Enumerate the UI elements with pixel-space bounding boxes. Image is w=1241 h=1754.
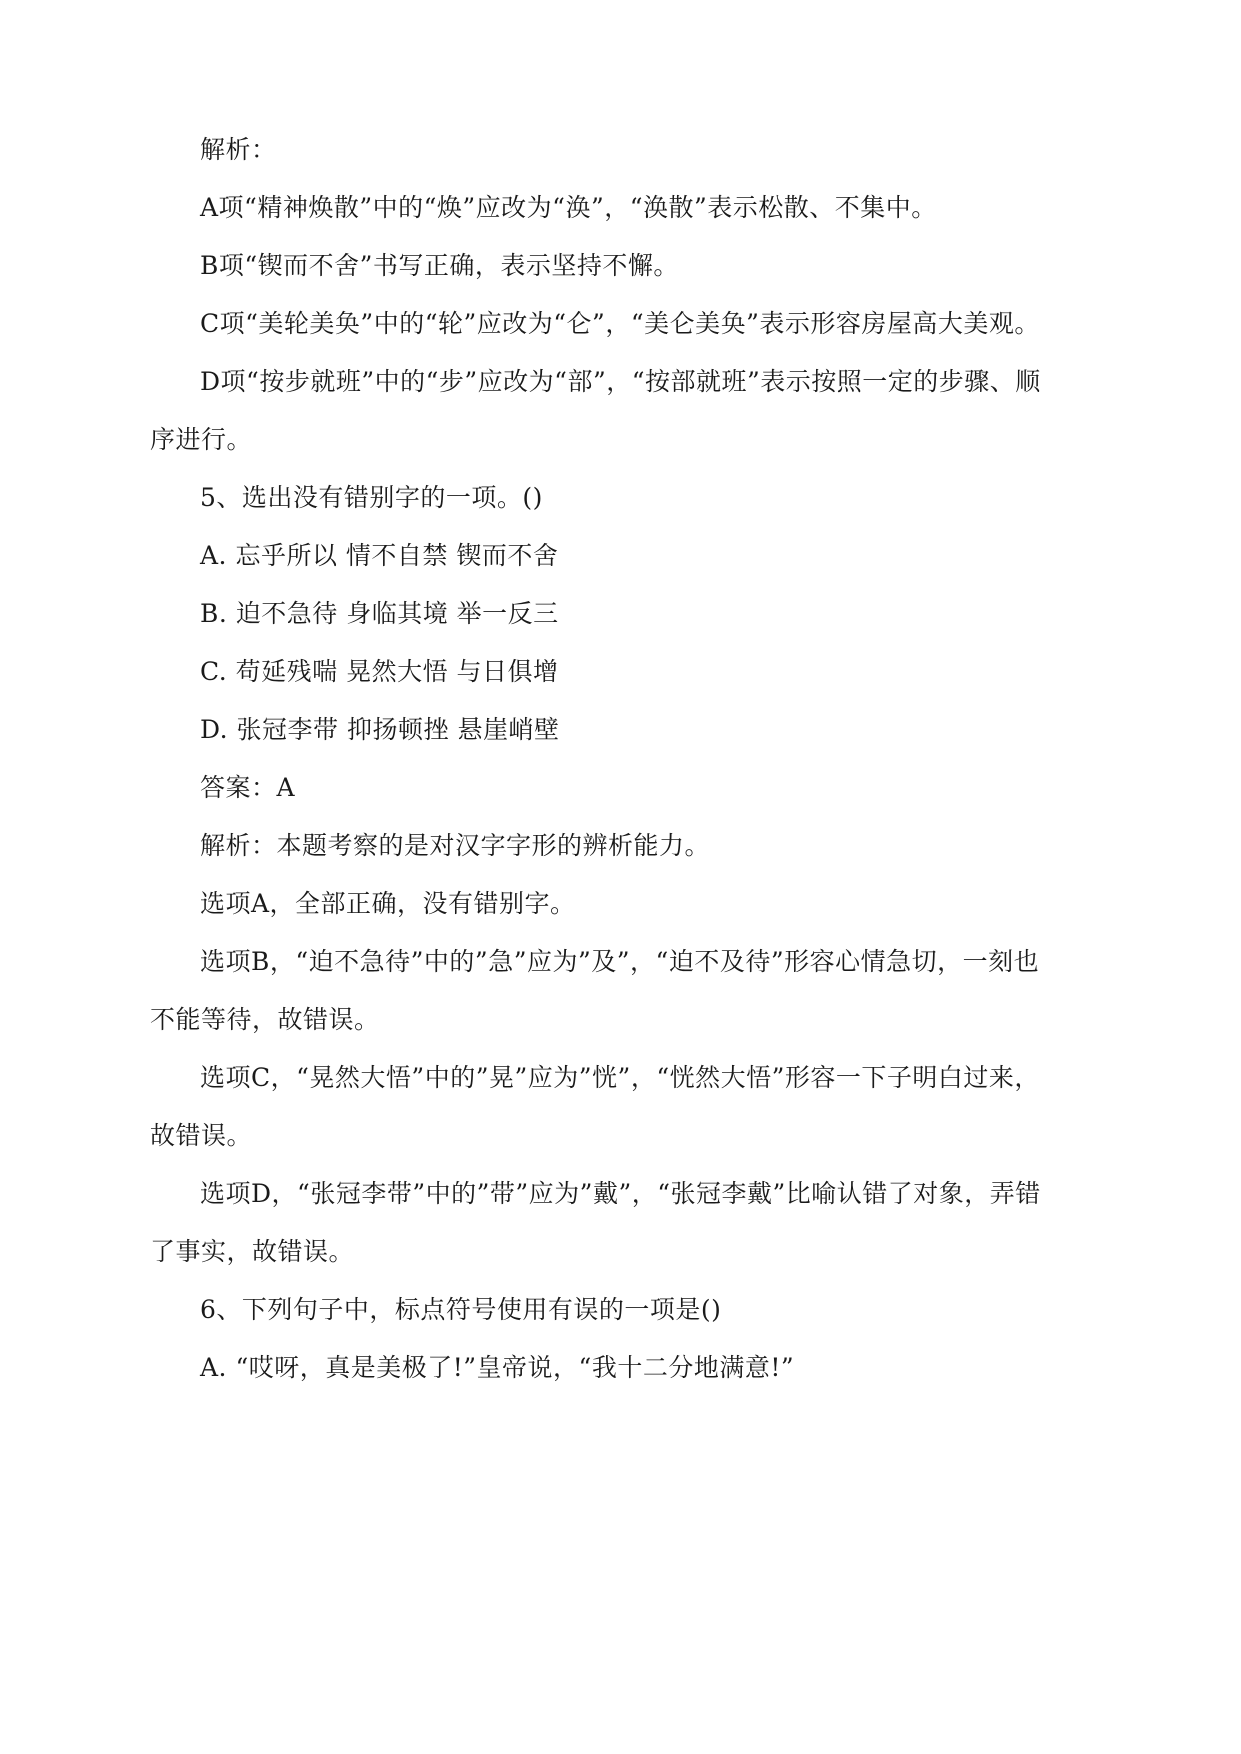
question-5-explain-c: 选项C，“晃然大悟”中的”晃”应为”恍”，“恍然大悟”形容一下子明白过来， (200, 1063, 1040, 1092)
question-5-explain-d: 选项D，“张冠李带”中的”带”应为”戴”，“张冠李戴”比喻认错了对象，弄错 (200, 1179, 1041, 1208)
question-5-explain-b: 选项B，“迫不急待”中的”急”应为”及”，“迫不及待”形容心情急切，一刻也 (200, 947, 1040, 976)
question-6-option-a: A. “哎呀，真是美极了!”皇帝说，“我十二分地满意!” (200, 1353, 795, 1382)
analysis-item-d-continued: 序进行。 (150, 425, 253, 454)
analysis-item-d: D项“按步就班”中的“步”应改为“部”，“按部就班”表示按照一定的步骤、顺 (200, 367, 1041, 396)
analysis-item-b: B项“锲而不舍”书写正确，表示坚持不懈。 (200, 251, 679, 280)
question-5-explain-a: 选项A，全部正确，没有错别字。 (200, 889, 576, 918)
question-6: 6、下列句子中，标点符号使用有误的一项是() (200, 1295, 722, 1324)
analysis-heading: 解析： (200, 135, 277, 164)
question-5-option-c: C. 苟延残喘 晃然大悟 与日俱增 (200, 657, 559, 686)
question-5-analysis: 解析：本题考察的是对汉字字形的辨析能力。 (200, 831, 711, 860)
question-5-option-d: D. 张冠李带 抑扬顿挫 悬崖峭壁 (200, 715, 560, 744)
question-5-explain-c-continued: 故错误。 (150, 1121, 253, 1150)
question-5: 5、选出没有错别字的一项。() (200, 483, 543, 512)
question-5-explain-d-continued: 了事实，故错误。 (150, 1237, 355, 1266)
analysis-item-c: C项“美轮美奂”中的“轮”应改为“仑”，“美仑美奂”表示形容房屋高大美观。 (200, 309, 1040, 338)
question-5-option-a: A. 忘乎所以 情不自禁 锲而不舍 (200, 541, 559, 570)
analysis-item-a: A项“精神焕散”中的“焕”应改为“涣”，“涣散”表示松散、不集中。 (200, 193, 937, 222)
question-5-explain-b-continued: 不能等待，故错误。 (150, 1005, 380, 1034)
question-5-option-b: B. 迫不急待 身临其境 举一反三 (200, 599, 559, 628)
question-5-answer: 答案：A (200, 773, 296, 802)
